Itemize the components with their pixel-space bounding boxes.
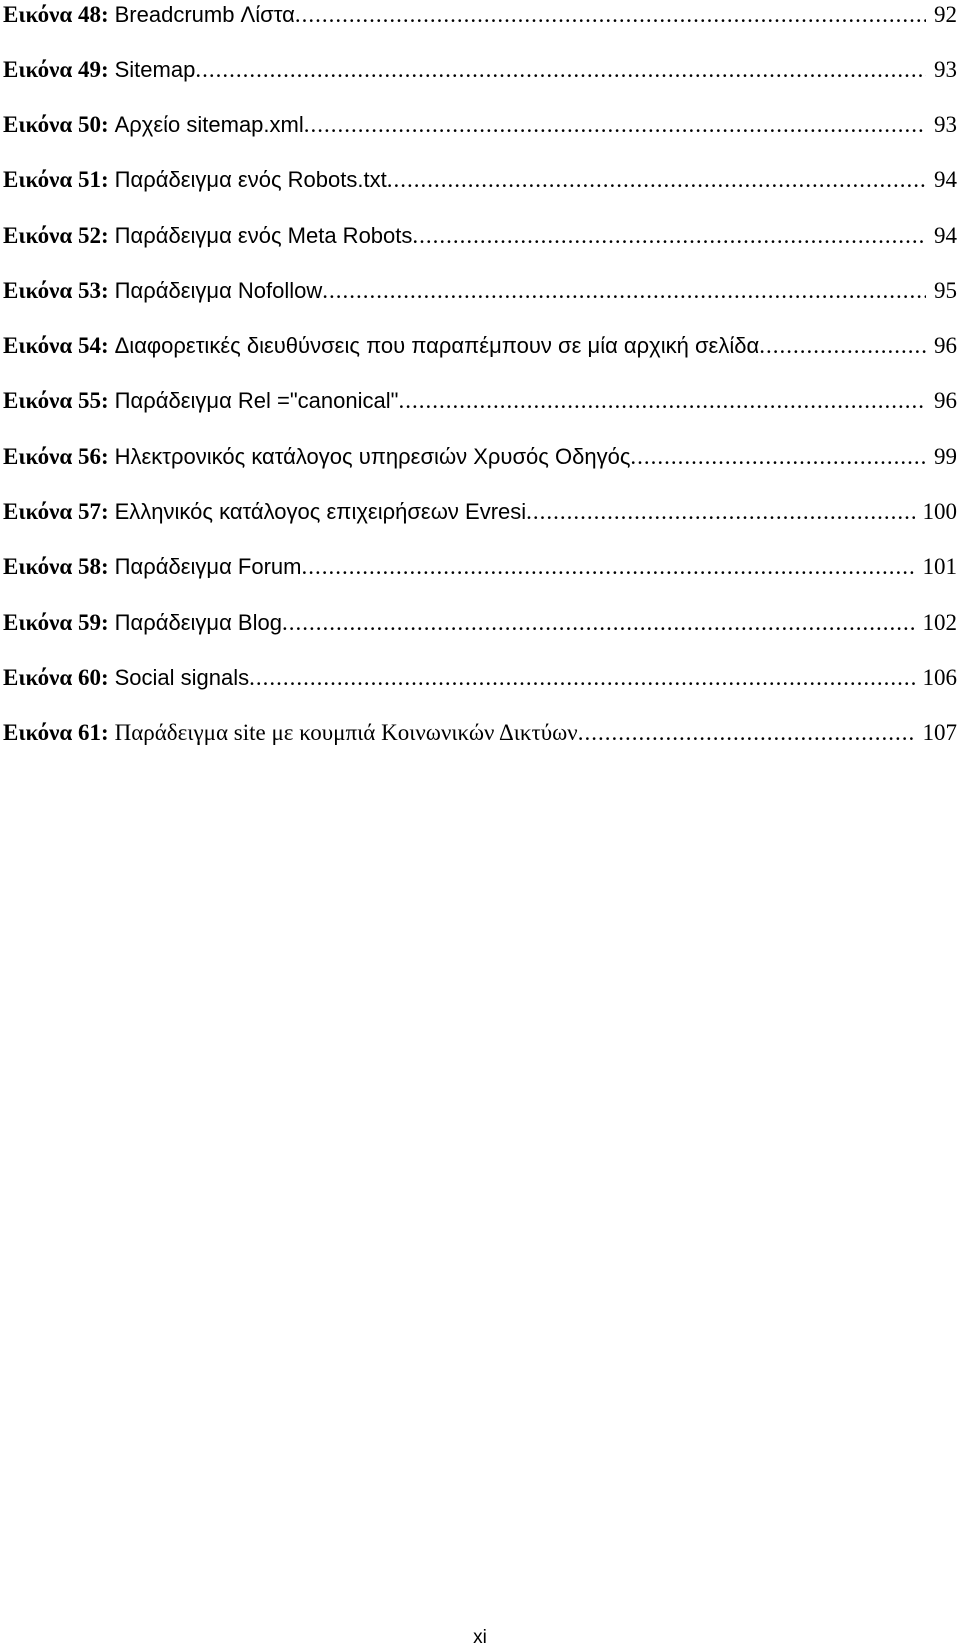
page-ref: 99	[934, 444, 957, 469]
figure-title: Παράδειγμα site με κουμπιά Κοινωνικών Δικτύων	[114, 720, 578, 745]
page-ref: 100	[922, 499, 957, 524]
toc-entry[interactable]	[3, 55, 957, 95]
figure-label: Εικόνα 50:	[3, 112, 109, 137]
figure-title: Αρχείο sitemap.xml	[114, 112, 304, 137]
figure-title: Παράδειγμα ενός Meta Robots	[114, 223, 413, 248]
figure-label: Εικόνα 54:	[3, 333, 109, 358]
toc-entry[interactable]	[3, 497, 957, 537]
figure-title: Παράδειγμα ενός Robots.txt	[114, 167, 387, 192]
page-ref: 95	[934, 278, 957, 303]
figure-label: Εικόνα 49:	[3, 57, 109, 82]
figure-label: Εικόνα 56:	[3, 444, 109, 469]
figure-title: Ηλεκτρονικός κατάλογος υπηρεσιών Χρυσός Οδηγός	[114, 444, 631, 469]
figure-label: Εικόνα 60:	[3, 665, 109, 690]
page-ref: 93	[934, 112, 957, 137]
figure-title: Παράδειγμα Forum	[114, 554, 302, 579]
page-ref: 101	[922, 554, 957, 579]
figure-label: Εικόνα 57:	[3, 499, 109, 524]
toc-entry[interactable]	[3, 608, 957, 648]
dot-leader	[322, 276, 926, 306]
toc-entry[interactable]	[3, 221, 957, 261]
page-ref: 94	[934, 167, 957, 192]
toc-entry[interactable]	[3, 442, 957, 482]
dot-leader	[759, 331, 926, 361]
page-ref: 93	[934, 57, 957, 82]
figure-title: Social signals	[114, 665, 250, 690]
dot-leader	[412, 221, 926, 251]
dot-leader	[304, 110, 926, 140]
toc-entry[interactable]	[3, 331, 957, 371]
figure-label: Εικόνα 58:	[3, 554, 109, 579]
figure-title: Διαφορετικές διευθύνσεις που παραπέμπουν σε μία αρχική σελίδα	[114, 333, 760, 358]
toc-entry[interactable]	[3, 718, 957, 758]
figure-label: Εικόνα 48:	[3, 2, 109, 27]
toc-entry[interactable]	[3, 0, 957, 40]
page-ref: 92	[934, 2, 957, 27]
figure-label: Εικόνα 59:	[3, 610, 109, 635]
figure-title: Παράδειγμα Nofollow	[114, 278, 323, 303]
figure-label: Εικόνα 52:	[3, 223, 109, 248]
figure-title: Παράδειγμα Blog	[114, 610, 282, 635]
toc-entry[interactable]	[3, 165, 957, 205]
page-ref: 102	[922, 610, 957, 635]
figure-title: Παράδειγμα Rel ="canonical"	[114, 388, 399, 413]
dot-leader	[301, 552, 914, 582]
figure-label: Εικόνα 53:	[3, 278, 109, 303]
page-ref: 94	[934, 223, 957, 248]
figure-label: Εικόνα 61:	[3, 720, 109, 745]
dot-leader	[387, 165, 926, 195]
page-ref: 96	[934, 333, 957, 358]
page-number: xi	[473, 1627, 487, 1648]
dot-leader	[630, 442, 926, 472]
dot-leader	[578, 718, 915, 748]
figure-label: Εικόνα 55:	[3, 388, 109, 413]
dot-leader	[526, 497, 914, 527]
toc-entry[interactable]	[3, 110, 957, 150]
toc-entry[interactable]	[3, 552, 957, 592]
dot-leader	[195, 55, 926, 85]
toc-entry[interactable]	[3, 386, 957, 426]
dot-leader	[249, 663, 914, 693]
figure-label: Εικόνα 51:	[3, 167, 109, 192]
toc-entry[interactable]	[3, 276, 957, 316]
dot-leader	[398, 386, 926, 416]
page-ref: 106	[922, 665, 957, 690]
page-ref: 96	[934, 388, 957, 413]
figure-title: Ελληνικός κατάλογος επιχειρήσεων Evresi	[114, 499, 527, 524]
figure-title: Sitemap	[114, 57, 196, 82]
figure-title: Breadcrumb Λίστα	[114, 2, 295, 27]
page-ref: 107	[922, 720, 957, 745]
dot-leader	[295, 0, 926, 30]
toc-entry[interactable]	[3, 663, 957, 703]
dot-leader	[282, 608, 915, 638]
